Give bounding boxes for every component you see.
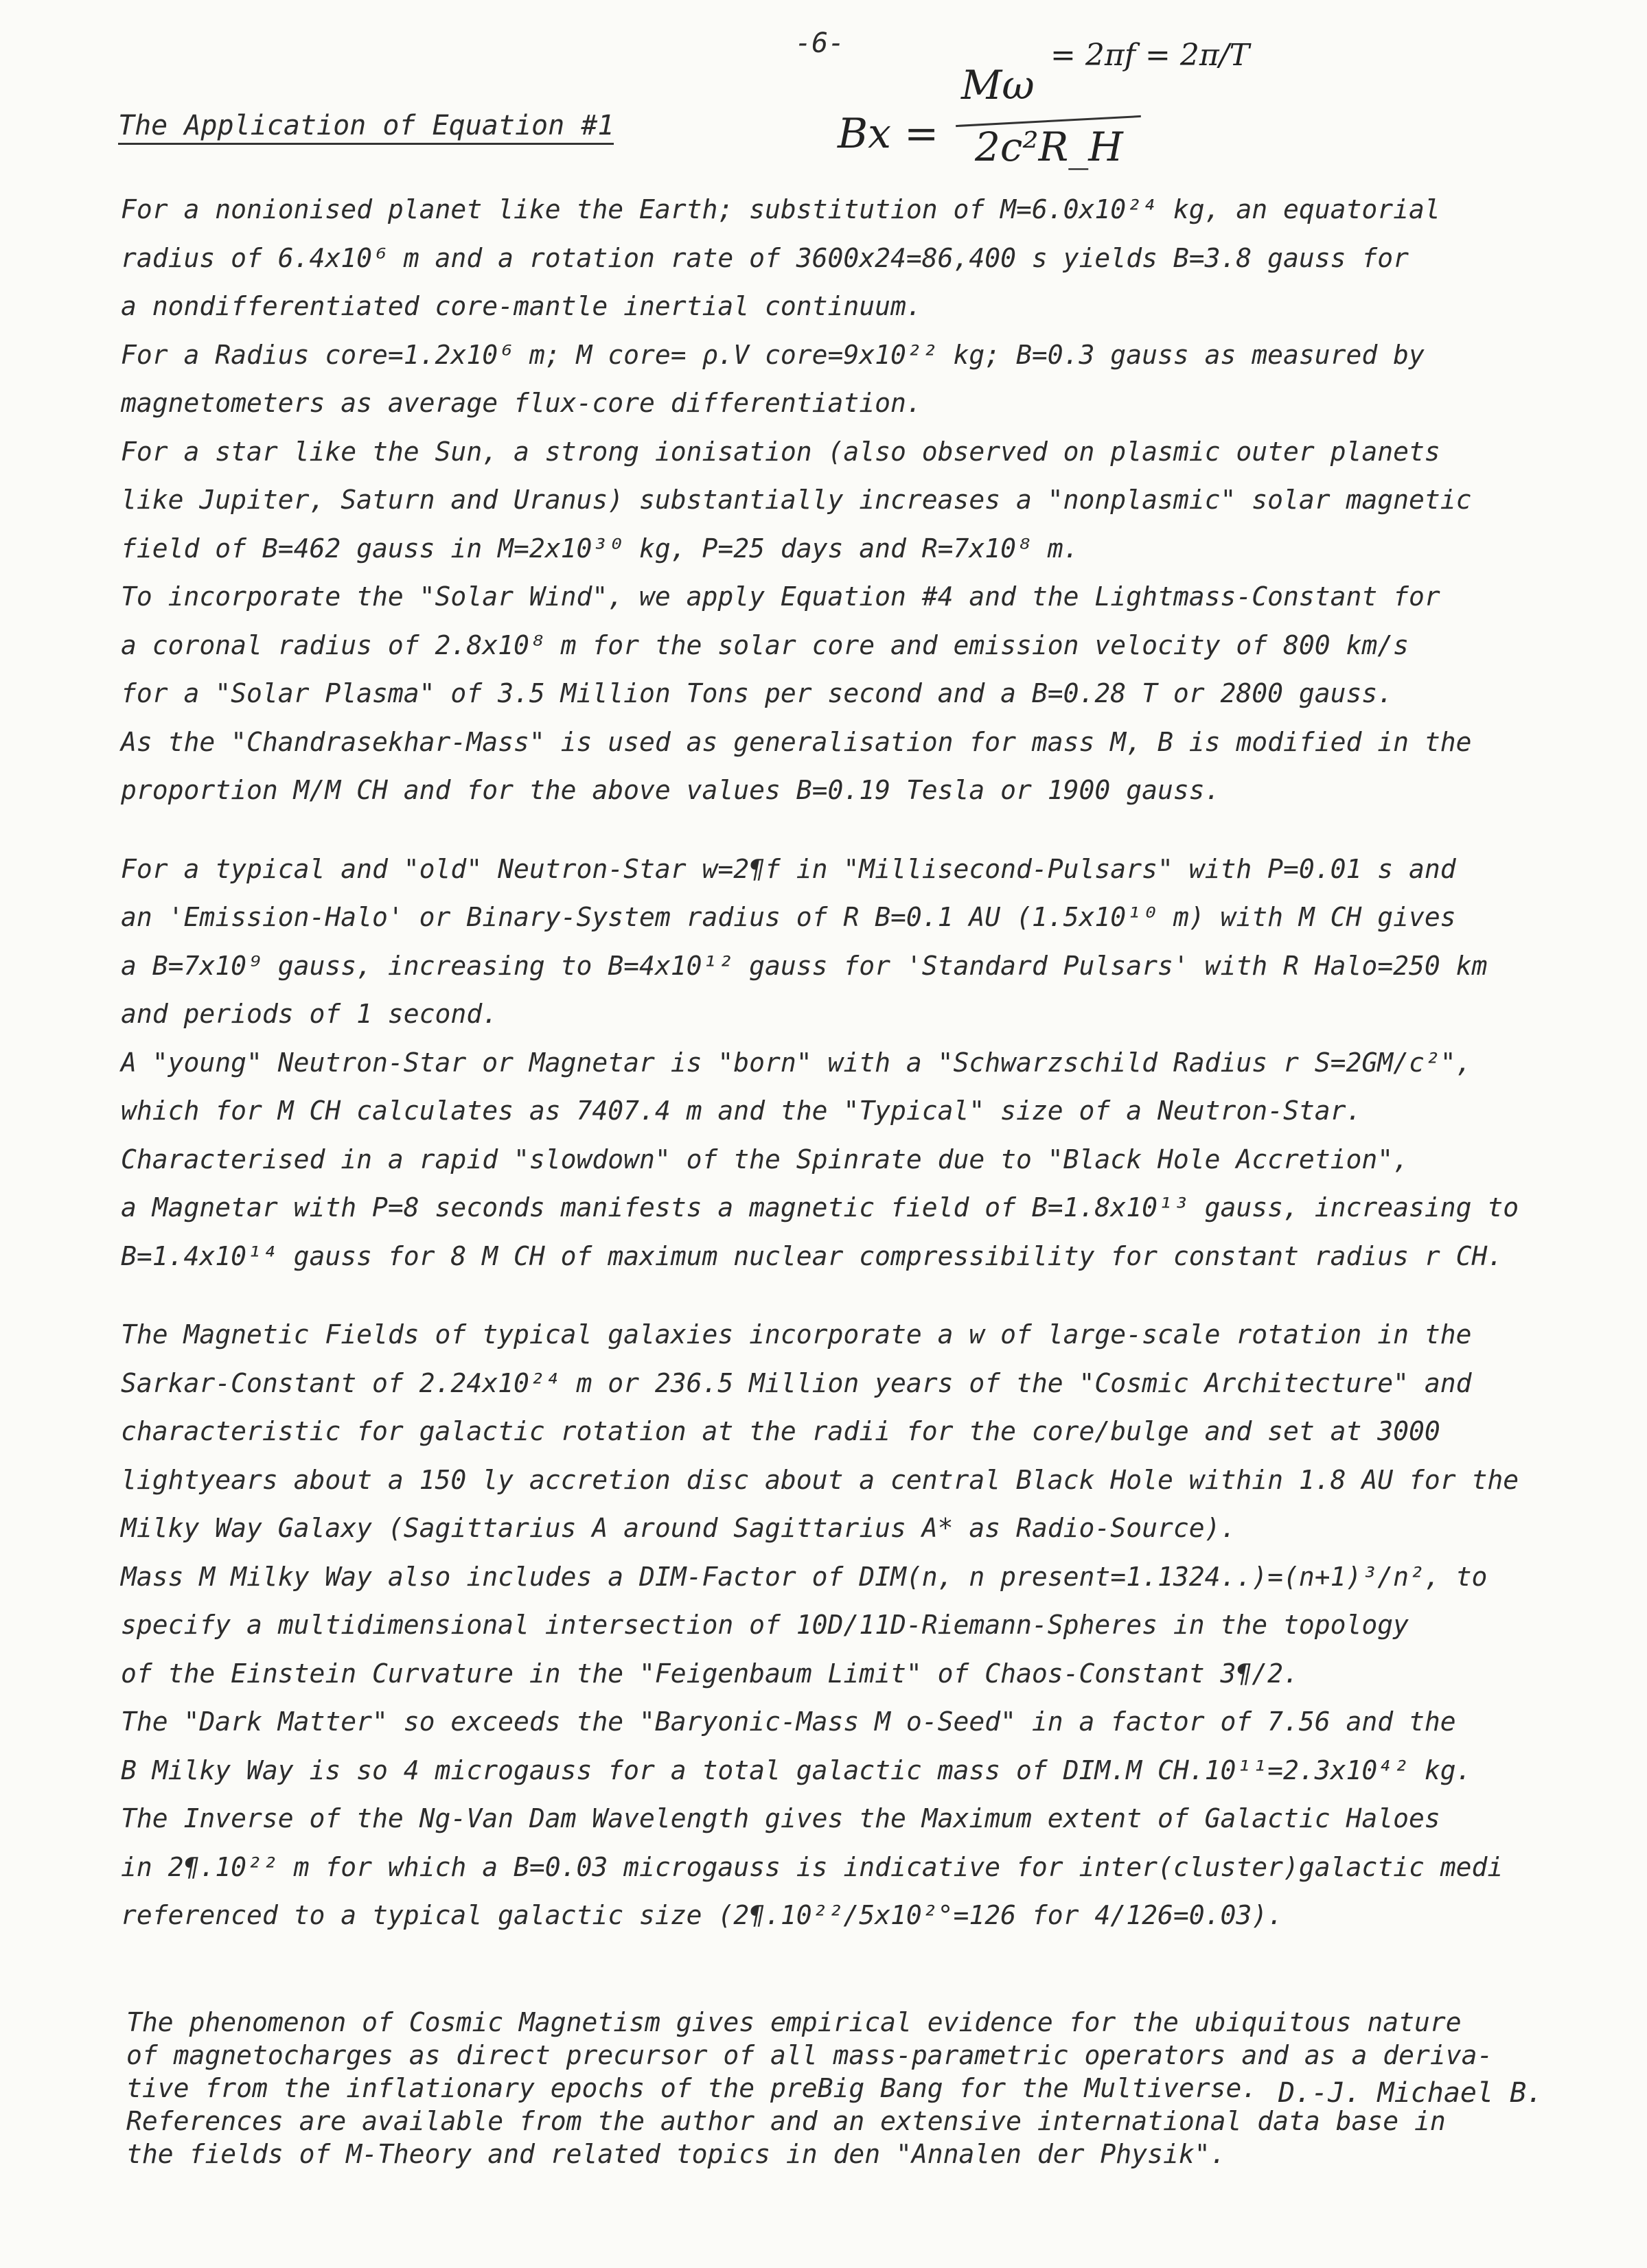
text-line: for a "Solar Plasma" of 3.5 Million Tons per second and a B=0.28 T or 2800 gauss.	[121, 678, 1394, 708]
text-line: A "young" Neutron-Star or Magnetar is "born" with a "Schwarzschild Radius r S=2GM/c²",	[121, 1047, 1472, 1078]
text-line: lightyears about a 150 ly accretion disc about a central Black Hole within 1.8 AU for the	[121, 1464, 1519, 1495]
closing-line: the fields of M-Theory and related topics in den "Annalen der Physik".	[126, 2139, 1226, 2169]
handwritten-numerator: Mω	[961, 62, 1035, 108]
text-line: a coronal radius of 2.8x10⁸ m for the solar core and emission velocity of 800 km/s	[121, 629, 1409, 660]
closing-line: of magnetocharges as direct precursor of all mass-parametric operators and as a deriva-	[126, 2040, 1493, 2070]
text-line: like Jupiter, Saturn and Uranus) substantially increases a "nonplasmic" solar magnetic	[121, 485, 1472, 515]
text-line: Mass M Milky Way also includes a DIM-Factor of DIM(n, n present=1.1324..)=(n+1)³/n², to	[121, 1561, 1488, 1592]
text-line: For a Radius core=1.2x10⁶ m; M core= ρ.V core=9x10²² kg; B=0.3 gauss as measured by	[121, 339, 1425, 370]
body-text	[121, 185, 1556, 1940]
text-line: The Inverse of the Ng-Van Dam Wavelength gives the Maximum extent of Galactic Haloes	[121, 1803, 1440, 1833]
text-line: in 2¶.10²² m for which a B=0.03 microgauss is indicative for inter(cluster)galactic medi	[121, 1851, 1504, 1882]
text-line: The Magnetic Fields of typical galaxies incorporate a w of large-scale rotation in the	[121, 1319, 1472, 1350]
signature: D.-J. Michael B.	[1278, 2077, 1543, 2109]
text-line: radius of 6.4x10⁶ m and a rotation rate of 3600x24=86,400 s yields B=3.8 gauss for	[121, 242, 1409, 273]
text-line: proportion M/M CH and for the above values B=0.19 Tesla or 1900 gauss.	[121, 775, 1221, 805]
text-line: specify a multidimensional intersection of 10D/11D-Riemann-Spheres in the topology	[121, 1610, 1409, 1640]
text-line: The "Dark Matter" so exceeds the "Baryonic-Mass M o-Seed" in a factor of 7.56 and the	[121, 1706, 1456, 1737]
text-line: Milky Way Galaxy (Sagittarius A around Sagittarius A* as Radio-Source).	[121, 1513, 1236, 1543]
closing-line: tive from the inflationary epochs of the preBig Bang for the Multiverse.	[126, 2073, 1258, 2103]
text-line: As the "Chandrasekhar-Mass" is used as generalisation for mass M, B is modified in the	[121, 726, 1472, 757]
text-line: B=1.4x10¹⁴ gauss for 8 M CH of maximum nuclear compressibility for constant radius r CH.	[121, 1240, 1504, 1271]
text-line: Sarkar-Constant of 2.24x10²⁴ m or 236.5 Million years of the "Cosmic Architecture" and	[121, 1367, 1472, 1398]
text-line: Characterised in a rapid "slowdown" of the Spinrate due to "Black Hole Accretion",	[121, 1144, 1409, 1174]
text-line: referenced to a typical galactic size (2¶.10²²/5x10²°=126 for 4/126=0.03).	[121, 1900, 1283, 1930]
text-line: To incorporate the "Solar Wind", we apply Equation #4 and the Lightmass-Constant for	[121, 581, 1440, 612]
text-line: For a typical and "old" Neutron-Star w=2¶f in "Millisecond-Pulsars" with P=0.01 s and	[121, 853, 1456, 884]
text-line: characteristic for galactic rotation at the radii for the core/bulge and set at 3000	[121, 1416, 1440, 1446]
text-line: field of B=462 gauss in M=2x10³⁰ kg, P=25 days and R=7x10⁸ m.	[121, 533, 1079, 564]
text-line: which for M CH calculates as 7407.4 m and the "Typical" size of a Neutron-Star.	[121, 1096, 1362, 1126]
handwritten-bx: Bx =	[838, 110, 939, 158]
text-line: a B=7x10⁹ gauss, increasing to B=4x10¹² gauss for 'Standard Pulsars' with R Halo=250 km	[121, 950, 1488, 981]
paragraph-gap	[121, 1280, 1556, 1310]
closing-line: The phenomenon of Cosmic Magnetism gives empirical evidence for the ubiquitous nature	[126, 2007, 1462, 2037]
text-line: For a star like the Sun, a strong ionisation (also observed on plasmic outer planets	[121, 436, 1440, 467]
text-line: For a nonionised planet like the Earth; substitution of M=6.0x10²⁴ kg, an equatorial	[121, 194, 1440, 224]
closing-line: References are available from the author and an extensive international data base in	[126, 2106, 1446, 2136]
handwritten-denominator: 2c²R_H	[975, 124, 1123, 170]
text-line: an 'Emission-Halo' or Binary-System radius of R B=0.1 AU (1.5x10¹⁰ m) with M CH gives	[121, 902, 1456, 932]
text-line: a Magnetar with P=8 seconds manifests a magnetic field of B=1.8x10¹³ gauss, increasing to	[121, 1192, 1519, 1223]
paragraph-gap	[121, 815, 1556, 845]
text-line: and periods of 1 second.	[121, 999, 498, 1029]
section-title: The Application of Equation #1	[118, 110, 614, 145]
text-line: B Milky Way is so 4 microgauss for a total galactic mass of DIM.M CH.10¹¹=2.3x10⁴² kg.	[121, 1755, 1472, 1785]
text-line: of the Einstein Curvature in the "Feigenbaum Limit" of Chaos-Constant 3¶/2.	[121, 1658, 1299, 1689]
text-line: a nondifferentiated core-mantle inertial continuum.	[121, 291, 922, 321]
text-line: magnetometers as average flux-core differentiation.	[121, 388, 922, 418]
page-number: -6-	[795, 27, 845, 59]
handwritten-equals: = 2πf = 2π/T	[1050, 38, 1249, 73]
